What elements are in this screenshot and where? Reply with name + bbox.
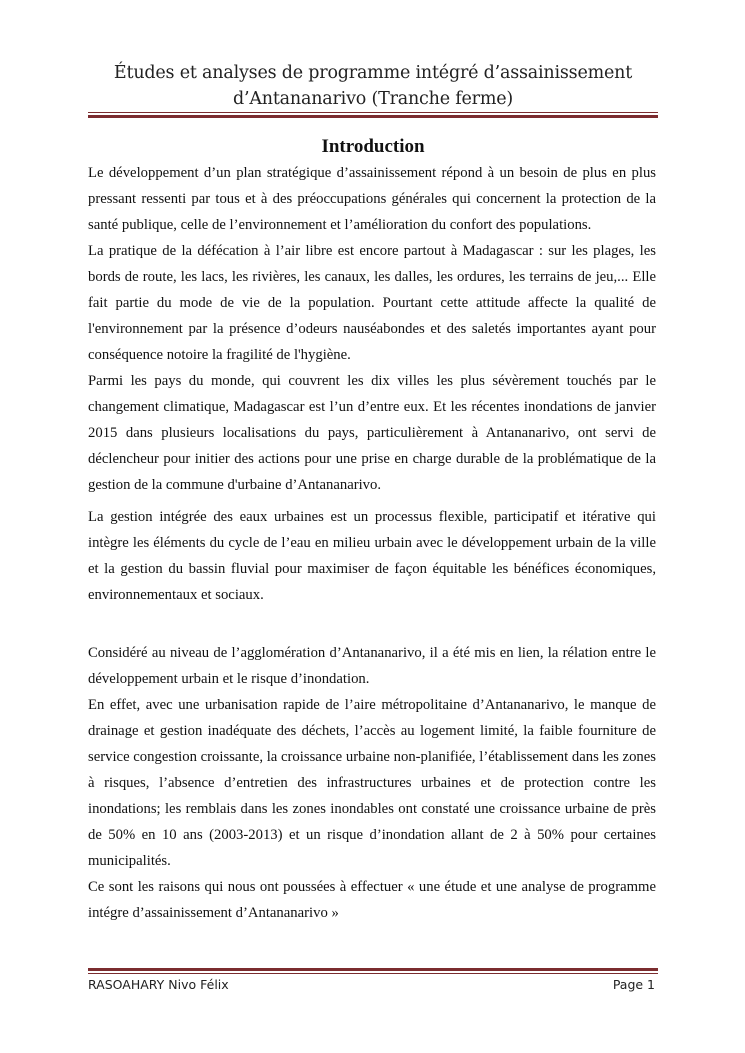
paragraph-6: En effet, avec une urbanisation rapide de l’aire métropolitaine d’Antananarivo, le manque de drainage et gestion inadéquate des déchets, l’accès au logement limité, la faible fourniture de service congestion croissante, la croissance urbaine non-planifiée, l’établissement dans les zones à risques, l’absence d’entretien des infrastructures urbaines et de protection contre les inondations; les remblais dans les zones inondables ont constaté une croissance urbaine de près de 50% en 10 ans (2003-2013) et un risque d’inondation allant de 2 à 50% pour certaines municipalités. — [88, 697, 656, 869]
header-title-line-2: d’Antananarivo (Tranche ferme) — [232, 89, 514, 109]
footer-page-number: Page 1 — [612, 977, 655, 992]
header-rule-thin — [88, 112, 658, 113]
paragraph-2: La pratique de la défécation à l’air libre est encore partout à Madagascar : sur les plages, les bords de route, les lacs, les rivières, les canaux, les dalles, les ordures, les terrains de jeu,... Elle fait partie du mode de vie de la population. Pourtant cette attitude affecte la qualité de l'environnement par la présence d’odeurs nauséabondes et des saletés importantes ayant pour conséquence notoire la fragilité de l'hygiène. — [88, 243, 656, 363]
header-rule-thick — [88, 115, 658, 118]
document-body — [88, 160, 656, 926]
footer-rule-thick — [88, 968, 658, 971]
paragraph-1: Le développement d’un plan stratégique d’assainissement répond à un besoin de plus en plus pressant ressenti par tous et à des préoccupations générales qui concernent la protection de la santé publique, celle de l’environnement et l’amélioration du confort des populations. — [88, 165, 656, 233]
footer-rule-thin — [88, 973, 658, 974]
paragraph-4: La gestion intégrée des eaux urbaines est un processus flexible, participatif et itérative qui intègre les éléments du cycle de l’eau en milieu urbain avec le développement urbain de la ville et la gestion du bassin fluvial pour maximiser de façon équitable les bénéfices économiques, environnementaux et sociaux. — [88, 509, 656, 603]
paragraph-5: Considéré au niveau de l’agglomération d’Antananarivo, il a été mis en lien, la rélation entre le développement urbain et le risque d’inondation. — [88, 645, 656, 687]
header-title-line-1: Études et analyses de programme intégré d’assainissement — [113, 63, 633, 83]
section-heading: Introduction — [321, 136, 425, 157]
footer-author: RASOAHARY Nivo Félix — [88, 977, 229, 992]
paragraph-7: Ce sont les raisons qui nous ont poussées à effectuer « une étude et une analyse de programme intégre d’assainissement d’Antananarivo » — [88, 879, 656, 921]
paragraph-3: Parmi les pays du monde, qui couvrent les dix villes les plus sévèrement touchés par le changement climatique, Madagascar est l’un d’entre eux. Et les récentes inondations de janvier 2015 dans plusieurs localisations du pays, particulièrement à Antananarivo, ont servi de déclencheur pour initier des actions pour une prise en charge durable de la problématique de la gestion de la commune d'urbaine d’Antananarivo. — [88, 373, 656, 493]
document-header-title — [88, 60, 658, 112]
